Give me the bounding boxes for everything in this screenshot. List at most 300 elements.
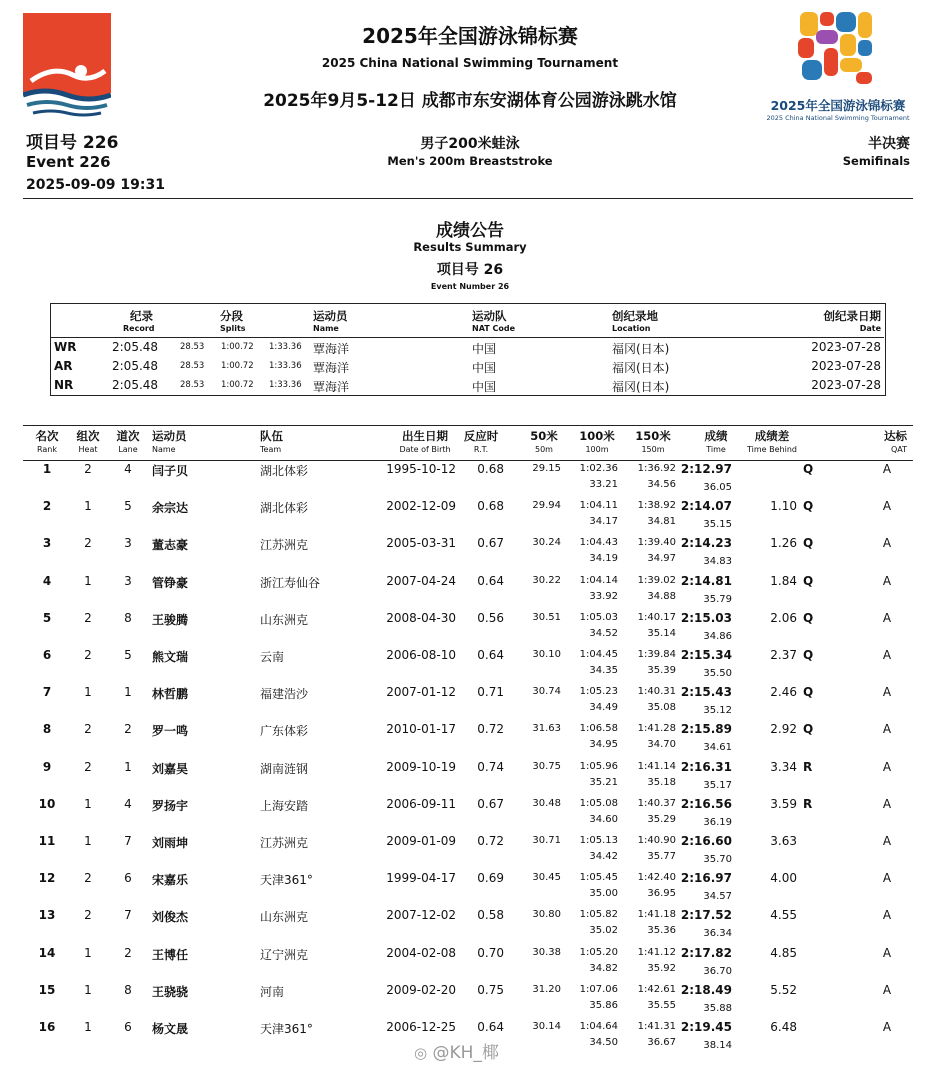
reaction-time: 0.72: [477, 834, 504, 848]
lap-100: 34.42: [589, 851, 618, 862]
header-divider: [23, 198, 913, 199]
heat: 1: [84, 982, 92, 997]
date-of-birth: 2007-12-02: [386, 908, 456, 923]
split-150: 1:41.28: [637, 723, 676, 735]
heat: 2: [84, 908, 92, 923]
rank: 4: [42, 573, 52, 588]
split-150: 1:40.37: [637, 797, 676, 809]
split-50: 30.14: [532, 1021, 561, 1032]
athlete-name: 熊文瑞: [152, 650, 189, 664]
lap-200: 34.61: [703, 742, 732, 754]
time-behind: 2.92: [770, 722, 797, 737]
date-of-birth: 2007-01-12: [386, 685, 456, 700]
col-s100-cn: 100米: [579, 429, 615, 443]
reaction-time: 0.68: [477, 462, 504, 476]
record-split-150: 1:33.36: [269, 342, 302, 352]
record-date: 2023-07-28: [811, 340, 881, 354]
time-behind: 6.48: [770, 1020, 797, 1034]
qat: A: [882, 573, 892, 588]
record-split-50: 28.53: [180, 342, 205, 352]
split-100: 1:05.08: [579, 797, 618, 809]
team: 江苏洲克: [260, 836, 309, 850]
record-split-100: 1:00.72: [221, 380, 254, 390]
split-100: 1:05.23: [579, 686, 618, 698]
lap-200: 34.83: [703, 556, 732, 568]
split-50: 30.51: [532, 611, 561, 623]
lap-100: 35.02: [589, 925, 618, 937]
lap-100: 33.92: [589, 590, 618, 602]
qat: A: [882, 722, 892, 737]
lap-150: 35.18: [647, 776, 676, 788]
split-100: 1:02.36: [579, 463, 618, 474]
qat: A: [882, 945, 892, 960]
rec-col-name-cn: 运动员: [313, 309, 348, 323]
record-split-100: 1:00.72: [221, 361, 254, 371]
record-type: NR: [54, 378, 74, 392]
team: 天津361°: [260, 1022, 313, 1036]
split-50: 29.15: [532, 463, 561, 474]
split-50: 30.71: [532, 835, 561, 846]
record-time: 2:05.48: [112, 378, 159, 392]
heat: 2: [84, 648, 92, 662]
lap-150: 35.77: [647, 851, 676, 862]
team: 浙江寿仙谷: [260, 575, 321, 590]
time-behind: 4.85: [770, 945, 797, 960]
lap-100: 35.00: [589, 888, 618, 900]
date-of-birth: 2009-02-20: [386, 982, 456, 997]
heat: 1: [84, 685, 92, 700]
heat: 1: [84, 945, 92, 960]
lap-100: 34.35: [589, 665, 618, 676]
lap-150: 34.56: [647, 479, 676, 490]
qat: A: [882, 871, 892, 886]
athlete-name: 王骏腾: [152, 612, 189, 627]
rank: 2: [42, 499, 52, 514]
split-150: 1:42.61: [637, 983, 676, 995]
final-time: 2:17.52: [680, 908, 732, 923]
lap-150: 36.67: [647, 1037, 676, 1048]
lap-100: 35.21: [589, 776, 618, 788]
col-dob-cn: 出生日期: [402, 429, 448, 443]
time-behind: 4.00: [770, 871, 797, 886]
qat: A: [882, 759, 892, 774]
col-team-en: Team: [260, 445, 282, 454]
lap-100: 34.17: [589, 516, 618, 528]
athlete-name: 王骁骁: [152, 984, 189, 999]
team: 辽宁洲克: [260, 947, 309, 962]
final-time: 2:14.81: [680, 573, 732, 588]
rank: 1: [42, 462, 52, 476]
qualification-mark: Q: [803, 648, 814, 662]
qat: A: [882, 982, 892, 997]
team: 湖北体彩: [260, 501, 309, 516]
col-qat-cn: 达标: [884, 429, 907, 443]
qat: A: [882, 462, 892, 476]
reaction-time: 0.69: [477, 871, 504, 886]
team: 广东体彩: [260, 724, 309, 739]
split-100: 1:04.43: [579, 537, 618, 549]
team: 河南: [260, 984, 285, 999]
heat: 2: [84, 536, 92, 551]
lap-200: 36.70: [703, 965, 732, 977]
event-logo-right: [758, 10, 918, 120]
watermark: [414, 1038, 499, 1063]
athlete-name: 刘俊杰: [152, 910, 189, 925]
split-100: 1:04.11: [579, 500, 618, 512]
col-s150-en: 150m: [641, 445, 665, 454]
qat: A: [882, 685, 892, 700]
col-s50-en: 50m: [535, 445, 553, 454]
rec-col-record-en: Record: [123, 324, 155, 333]
split-100: 1:04.64: [579, 1021, 618, 1032]
qat: A: [882, 834, 892, 848]
col-time-cn: 成绩: [704, 429, 728, 443]
record-type: AR: [54, 359, 73, 373]
lane: 6: [124, 1020, 132, 1034]
record-split-50: 28.53: [180, 361, 205, 371]
team: 山东洲克: [260, 910, 309, 925]
athlete-name: 管铮豪: [152, 575, 189, 590]
lap-150: 35.14: [647, 627, 676, 639]
col-dob-en: Date of Birth: [399, 445, 451, 454]
lap-150: 35.39: [647, 665, 676, 676]
lap-200: 35.70: [703, 854, 732, 865]
final-time: 2:15.89: [680, 722, 732, 737]
time-behind: 3.63: [770, 834, 797, 848]
time-behind: 4.55: [770, 908, 797, 923]
lap-150: 35.36: [647, 925, 676, 937]
col-team-cn: 队伍: [260, 429, 283, 443]
heat: 1: [84, 1020, 92, 1034]
lap-100: 34.49: [589, 702, 618, 714]
date-of-birth: 2010-01-17: [386, 722, 456, 737]
logo-text-en: 2025 China National Swimming Tournament: [766, 114, 910, 122]
date-of-birth: 2004-02-08: [386, 945, 456, 960]
lane: 4: [124, 796, 132, 811]
final-time: 2:14.07: [680, 499, 732, 514]
split-50: 30.38: [532, 946, 561, 958]
col-rank-cn: 名次: [35, 429, 59, 443]
split-150: 1:39.84: [637, 649, 676, 660]
record-nat: 中国: [472, 361, 497, 375]
split-150: 1:40.17: [637, 611, 676, 623]
record-location: 福冈(日本): [612, 361, 670, 375]
athlete-name: 宋嘉乐: [152, 873, 189, 888]
summary-event-en: Event Number 26: [430, 282, 510, 291]
lap-100: 34.50: [589, 1037, 618, 1048]
qualification-mark: Q: [803, 499, 814, 514]
team: 福建浩沙: [260, 687, 309, 702]
final-time: 2:17.82: [680, 945, 732, 960]
lap-100: 34.95: [589, 739, 618, 751]
team: 山东洲克: [260, 612, 309, 627]
team: 天津361°: [260, 873, 313, 888]
tournament-title-cn: 2025年全国游泳锦标赛: [362, 24, 578, 48]
lap-100: 33.21: [589, 479, 618, 490]
final-time: 2:16.97: [680, 871, 732, 886]
record-holder: 覃海洋: [313, 361, 350, 375]
lap-150: 35.92: [647, 962, 676, 974]
record-nat: 中国: [472, 342, 497, 356]
qat: A: [882, 648, 892, 662]
split-50: 30.22: [532, 574, 561, 586]
final-time: 2:12.97: [680, 462, 732, 476]
record-split-100: 1:00.72: [221, 342, 254, 352]
date-of-birth: 2008-04-30: [386, 610, 456, 625]
reaction-time: 0.64: [477, 573, 504, 588]
lane: 7: [124, 834, 132, 848]
reaction-time: 0.74: [477, 759, 504, 774]
split-100: 1:05.20: [579, 946, 618, 958]
lap-200: 35.79: [703, 593, 732, 605]
split-50: 30.45: [532, 872, 561, 884]
split-50: 30.75: [532, 760, 561, 772]
split-50: 31.63: [532, 723, 561, 735]
reaction-time: 0.64: [477, 1020, 504, 1034]
date-of-birth: 1999-04-17: [386, 871, 456, 886]
split-150: 1:39.02: [637, 574, 676, 586]
record-split-50: 28.53: [180, 380, 205, 390]
date-of-birth: 2005-03-31: [386, 536, 456, 551]
col-rt-en: R.T.: [473, 445, 489, 454]
split-50: 30.48: [532, 797, 561, 809]
lap-100: 35.86: [589, 999, 618, 1011]
col-name-cn: 运动员: [152, 429, 187, 443]
lane: 1: [124, 685, 132, 700]
lap-200: 35.17: [703, 779, 732, 791]
date-of-birth: 2007-04-24: [386, 573, 456, 588]
split-150: 1:42.40: [637, 872, 676, 884]
lap-150: 34.97: [647, 553, 676, 565]
split-100: 1:04.45: [579, 649, 618, 660]
rank: 14: [38, 945, 56, 960]
final-time: 2:16.60: [680, 834, 732, 848]
qat: A: [882, 536, 892, 551]
final-time: 2:15.34: [680, 648, 732, 662]
col-s150-cn: 150米: [635, 429, 671, 443]
date-of-birth: 1995-10-12: [386, 462, 456, 476]
lap-200: 36.05: [703, 482, 732, 493]
time-behind: 3.59: [770, 796, 797, 811]
rec-col-date-en: Date: [859, 324, 881, 333]
heat: 1: [84, 834, 92, 848]
record-split-150: 1:33.36: [269, 361, 302, 371]
final-time: 2:15.43: [680, 685, 732, 700]
weibo-icon: ◎: [414, 1044, 428, 1062]
logo-text-cn: 2025年全国游泳锦标赛: [770, 98, 906, 113]
team: 湖南涟钢: [260, 761, 309, 776]
col-lane-en: Lane: [118, 445, 138, 454]
lane: 7: [124, 908, 132, 923]
col-name-en: Name: [152, 445, 176, 454]
summary-event-cn: 项目号 26: [436, 262, 504, 278]
record-date: 2023-07-28: [811, 359, 881, 373]
qualification-mark: Q: [803, 610, 814, 625]
event-logo-left: [23, 13, 111, 117]
team: 云南: [260, 650, 285, 664]
split-100: 1:05.03: [579, 611, 618, 623]
split-150: 1:38.92: [637, 500, 676, 512]
record-location: 福冈(日本): [612, 380, 670, 394]
split-50: 29.94: [532, 500, 561, 512]
qualification-mark: Q: [803, 722, 814, 737]
event-number-cn: 项目号 226: [26, 133, 119, 153]
rank: 16: [38, 1020, 56, 1034]
split-150: 1:41.14: [637, 760, 676, 772]
qat: A: [882, 908, 892, 923]
rec-col-location-cn: 创纪录地: [612, 309, 658, 323]
final-time: 2:15.03: [680, 610, 732, 625]
lane: 6: [124, 871, 132, 886]
split-150: 1:39.40: [637, 537, 676, 549]
heat: 1: [84, 796, 92, 811]
time-behind: 3.34: [770, 759, 797, 774]
heat: 1: [84, 499, 92, 514]
date-of-birth: 2009-01-09: [386, 834, 456, 848]
qualification-mark: Q: [803, 573, 814, 588]
lap-100: 34.19: [589, 553, 618, 565]
col-heat-en: Heat: [78, 445, 98, 454]
reaction-time: 0.75: [477, 982, 504, 997]
venue-line: 2025年9月5-12日 成都市东安湖体育公园游泳跳水馆: [263, 91, 677, 111]
record-nat: 中国: [472, 380, 497, 394]
team: 湖北体彩: [260, 464, 309, 478]
rank: 15: [38, 982, 56, 997]
summary-title-en: Results Summary: [413, 240, 527, 254]
split-150: 1:40.31: [637, 686, 676, 698]
rec-col-nat-cn: 运动队: [472, 309, 507, 323]
qat: A: [882, 796, 892, 811]
split-150: 1:41.12: [637, 946, 676, 958]
rank: 5: [42, 610, 52, 625]
lane: 5: [124, 499, 132, 514]
time-behind: 1.84: [770, 573, 797, 588]
record-split-150: 1:33.36: [269, 380, 302, 390]
reaction-time: 0.67: [477, 796, 504, 811]
qat: A: [882, 499, 892, 514]
col-s100-en: 100m: [585, 445, 609, 454]
rec-col-name-en: Name: [313, 324, 339, 333]
athlete-name: 王博任: [152, 947, 189, 962]
rank: 8: [42, 722, 52, 737]
rank: 10: [38, 796, 56, 811]
time-behind: 2.06: [770, 610, 797, 625]
qualification-mark: Q: [803, 536, 814, 551]
reaction-time: 0.67: [477, 536, 504, 551]
rank: 12: [38, 871, 56, 886]
record-time: 2:05.48: [112, 340, 159, 354]
lap-150: 34.70: [647, 739, 676, 751]
lap-150: 34.88: [647, 590, 676, 602]
record-date: 2023-07-28: [811, 378, 881, 392]
rank: 3: [42, 536, 52, 551]
athlete-name: 刘雨坤: [152, 836, 189, 850]
athlete-name: 闫子贝: [152, 464, 189, 478]
lane: 8: [124, 982, 132, 997]
rank: 11: [38, 834, 56, 848]
lane: 2: [124, 945, 132, 960]
heat: 2: [84, 610, 92, 625]
event-name-cn: 男子200米蛙泳: [420, 136, 520, 152]
split-100: 1:06.58: [579, 723, 618, 735]
lane: 3: [124, 573, 132, 588]
qat: A: [882, 610, 892, 625]
date-of-birth: 2002-12-09: [386, 499, 456, 514]
lap-200: 34.86: [703, 630, 732, 642]
event-number-en: Event 226: [26, 153, 111, 171]
date-of-birth: 2009-10-19: [386, 759, 456, 774]
reaction-time: 0.56: [477, 610, 504, 625]
split-100: 1:07.06: [579, 983, 618, 995]
col-behind-cn: 成绩差: [754, 429, 790, 443]
lap-200: 38.14: [703, 1040, 732, 1051]
final-time: 2:19.45: [680, 1020, 732, 1034]
rec-col-date-cn: 创纪录日期: [823, 309, 881, 323]
lane: 8: [124, 610, 132, 625]
reaction-time: 0.68: [477, 499, 504, 514]
watermark-text: @KH_椰: [432, 1043, 499, 1063]
reaction-time: 0.58: [477, 908, 504, 923]
lap-200: 36.34: [703, 928, 732, 940]
record-time: 2:05.48: [112, 359, 159, 373]
athlete-name: 罗扬宇: [152, 798, 189, 813]
col-heat-cn: 组次: [76, 429, 100, 443]
split-100: 1:05.96: [579, 760, 618, 772]
time-behind: 2.46: [770, 685, 797, 700]
round-en: Semifinals: [842, 154, 910, 168]
split-50: 31.20: [532, 983, 561, 995]
final-time: 2:16.31: [680, 759, 732, 774]
record-type: WR: [54, 340, 77, 354]
lap-200: 36.19: [703, 816, 732, 828]
date-of-birth: 2006-08-10: [386, 648, 456, 662]
split-150: 1:41.31: [637, 1021, 676, 1032]
lap-150: 35.29: [647, 813, 676, 825]
athlete-name: 刘嘉昊: [152, 761, 189, 776]
split-150: 1:41.18: [637, 909, 676, 921]
athlete-name: 林哲鹏: [152, 687, 189, 702]
lap-100: 34.60: [589, 813, 618, 825]
reaction-time: 0.64: [477, 648, 504, 662]
rank: 7: [42, 685, 52, 700]
athlete-name: 罗一鸣: [152, 724, 189, 739]
lap-200: 35.12: [703, 705, 732, 717]
qat: A: [882, 1020, 892, 1034]
final-time: 2:14.23: [680, 536, 732, 551]
lane: 4: [124, 462, 132, 476]
lap-200: 34.57: [703, 891, 732, 903]
col-behind-en: Time Behind: [747, 445, 797, 454]
date-of-birth: 2006-12-25: [386, 1020, 456, 1034]
split-150: 1:40.90: [637, 835, 676, 846]
time-behind: 5.52: [770, 982, 797, 997]
tournament-title-en: 2025 China National Swimming Tournament: [321, 56, 619, 70]
col-lane-cn: 道次: [116, 429, 140, 443]
lap-150: 35.55: [647, 999, 676, 1011]
record-location: 福冈(日本): [612, 342, 670, 356]
athlete-name: 董志豪: [152, 538, 189, 553]
lane: 1: [124, 759, 132, 774]
record-holder: 覃海洋: [313, 342, 350, 356]
rank: 6: [42, 648, 52, 662]
rec-col-record-cn: 纪录: [130, 309, 153, 323]
qualification-mark: R: [803, 796, 813, 811]
split-50: 30.10: [532, 649, 561, 660]
col-rank-en: Rank: [37, 445, 57, 454]
lane: 3: [124, 536, 132, 551]
rec-col-location-en: Location: [612, 324, 651, 333]
rec-col-splits-cn: 分段: [220, 309, 243, 323]
